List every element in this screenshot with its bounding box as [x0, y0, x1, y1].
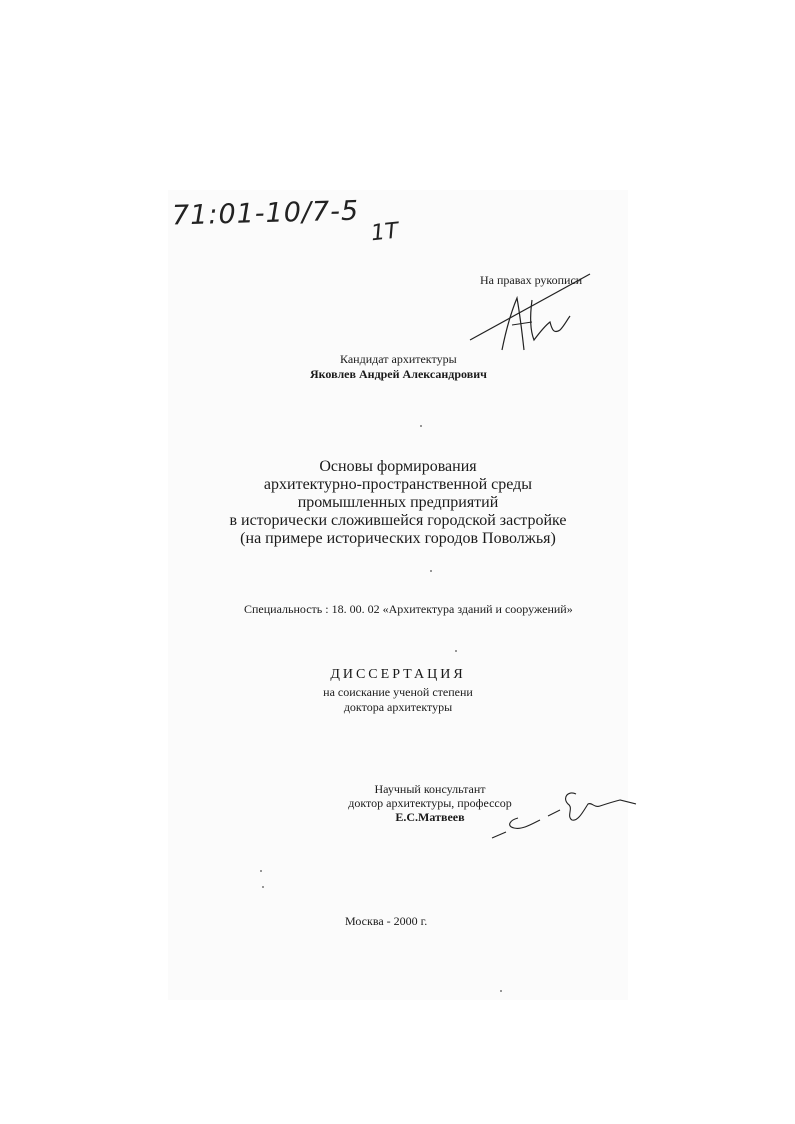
scan-speck [500, 990, 502, 992]
consultant-role: Научный консультант [374, 782, 486, 796]
title-line: в исторически сложившейся городской застройке [229, 512, 567, 529]
place-and-year: Москва - 2000 г. [345, 914, 428, 928]
title-line: архитектурно-пространственной среды [263, 476, 533, 493]
scan-speck [430, 570, 432, 572]
author-name: Яковлев Андрей Александрович [310, 367, 487, 381]
title-line: (на примере исторических городов Поволжья) [240, 530, 556, 547]
author-degree: Кандидат архитектуры [340, 352, 457, 366]
consultant-signature [488, 780, 648, 840]
consultant-name: Е.С.Матвеев [395, 810, 465, 824]
dissertation-title [160, 458, 636, 548]
dissertation-heading: ДИССЕРТАЦИЯ [330, 667, 466, 682]
scan-speck [420, 425, 422, 427]
scan-speck [262, 886, 264, 888]
specialty: Специальность : 18. 00. 02 «Архитектура зданий и сооружений» [244, 602, 573, 616]
scan-speck [260, 870, 262, 872]
consultant-title: доктор архитектуры, профессор [348, 796, 512, 810]
author-signature [462, 270, 612, 360]
archive-number: 71:01-10/7-5 [171, 195, 360, 232]
archive-suffix: 1Т [369, 218, 400, 247]
degree-line: доктора архитектуры [343, 700, 453, 714]
title-line: Основы формирования [319, 458, 477, 475]
scan-speck [455, 650, 457, 652]
title-line: промышленных предприятий [297, 494, 499, 511]
degree-line: на соискание ученой степени [323, 685, 473, 699]
rights-label: На правах рукописи [480, 273, 583, 287]
dissertation-subtitle [160, 685, 636, 715]
